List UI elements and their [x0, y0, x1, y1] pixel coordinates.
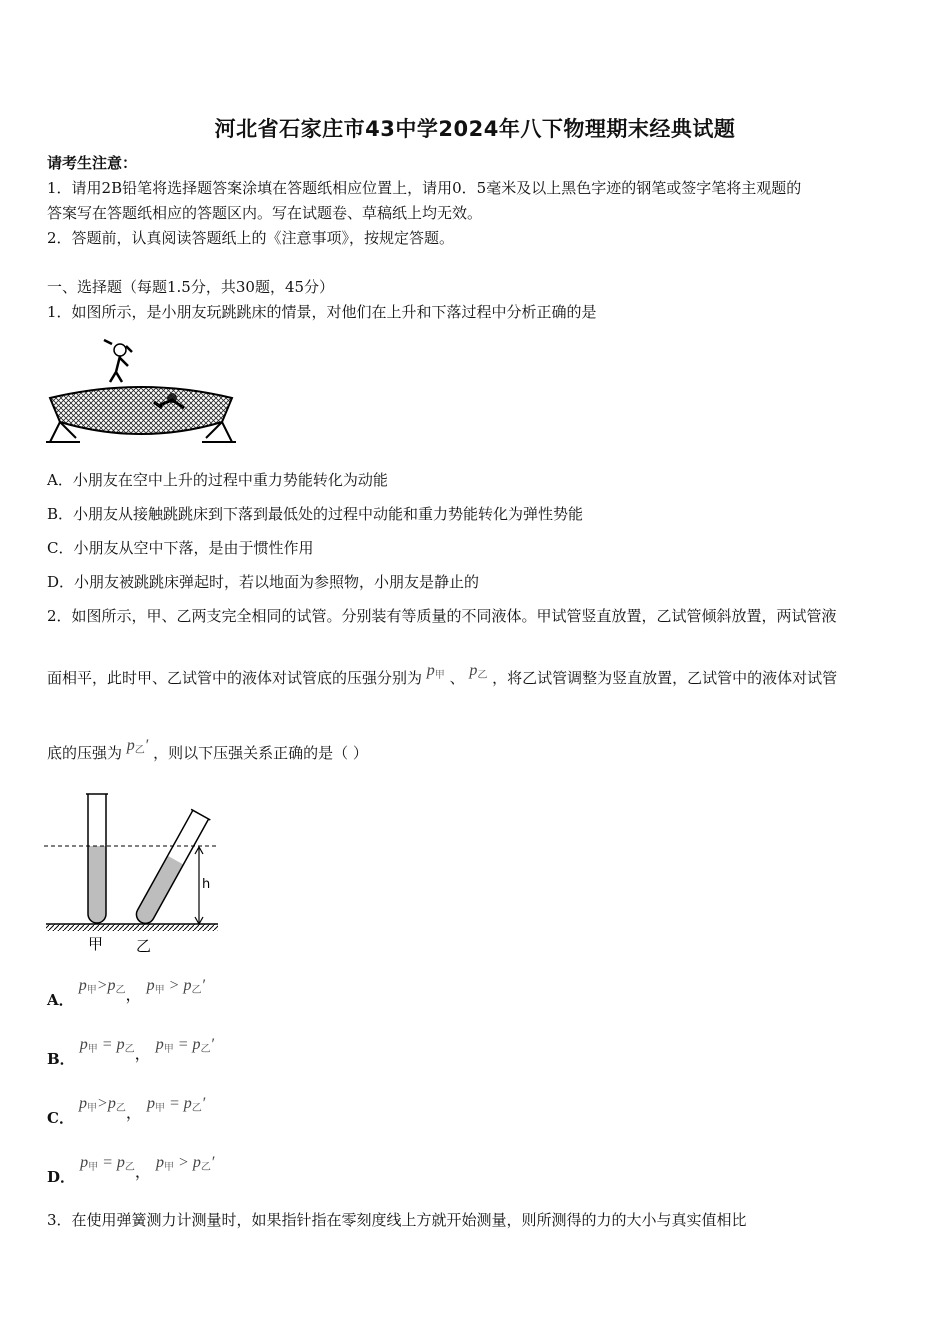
page-title: 河北省石家庄市43中学2024年八下物理期末经典试题: [214, 117, 736, 141]
q2-stem-3b: ，则以下压强关系正确的是（ ）: [153, 744, 368, 762]
q2-stem-2: [47, 662, 838, 689]
q2-stem-2b: ，将乙试管调整为竖直放置，乙试管中的液体对试管: [492, 669, 838, 687]
notice-line-1: 1．请用2B铅笔将选择题答案涂填在答题纸相应位置上，请用0．5毫米及以上黑色字迹的钢笔或签字笔将主观题的: [47, 179, 802, 197]
notice-line-1b: 答案写在答题纸相应的答题区内。写在试题卷、草稿纸上均无效。: [47, 204, 483, 222]
q2-stem-1: 2．如图所示，甲、乙两支完全相同的试管。分别装有等质量的不同液体。甲试管竖直放置，乙试管倾斜放置，两试管液: [47, 607, 837, 625]
p-jia-symbol: $p_甲$: [426, 662, 445, 681]
trampoline-figure: [46, 338, 236, 448]
label-jia: 甲: [88, 935, 104, 953]
q1-option-c: C．小朋友从空中下落，是由于惯性作用: [47, 539, 314, 557]
section-heading: 一、选择题（每题1.5分，共30题，45分）: [47, 278, 335, 296]
q2-stem-2a: 面相平，此时甲、乙试管中的液体对试管底的压强分别为: [47, 669, 423, 687]
q1-option-d: D．小朋友被跳跳床弹起时，若以地面为参照物，小朋友是静止的: [47, 573, 480, 591]
q2-option-a: A． $p_甲>p_乙$， $p_甲 > p_乙'$: [47, 977, 205, 1009]
p-yi-prime-symbol: $p_乙'$: [126, 737, 149, 756]
q1-option-b: B．小朋友从接触跳跳床到下落到最低处的过程中动能和重力势能转化为弹性势能: [47, 505, 584, 523]
q1-option-a: A．小朋友在空中上升的过程中重力势能转化为动能: [47, 471, 388, 489]
notice-line-2: 2．答题前，认真阅读答题纸上的《注意事项》，按规定答题。: [47, 229, 455, 247]
notice-heading: 请考生注意：: [47, 154, 138, 172]
p-yi-symbol: $p_乙$: [469, 662, 488, 681]
q2-separator: 、: [449, 669, 465, 687]
q2-option-b: B． $p_甲 = p_乙$， $p_甲 = p_乙'$: [47, 1036, 214, 1068]
height-label: h: [202, 877, 211, 892]
q2-option-d: D． $p_甲 = p_乙$， $p_甲 > p_乙'$: [47, 1154, 215, 1186]
q2-stem-3a: 底的压强为: [47, 744, 123, 762]
q3-stem: 3．在使用弹簧测力计测量时，如果指针指在零刻度线上方就开始测量，则所测得的力的大小与真实值相比: [47, 1211, 747, 1229]
test-tube-figure: [44, 790, 224, 955]
label-yi: 乙: [136, 937, 152, 955]
q2-stem-3: [47, 737, 368, 764]
q2-option-c: C． $p_甲>p_乙$， $p_甲 = p_乙'$: [47, 1095, 206, 1127]
q1-stem: 1．如图所示，是小朋友玩跳跳床的情景，对他们在上升和下落过程中分析正确的是: [47, 303, 597, 321]
